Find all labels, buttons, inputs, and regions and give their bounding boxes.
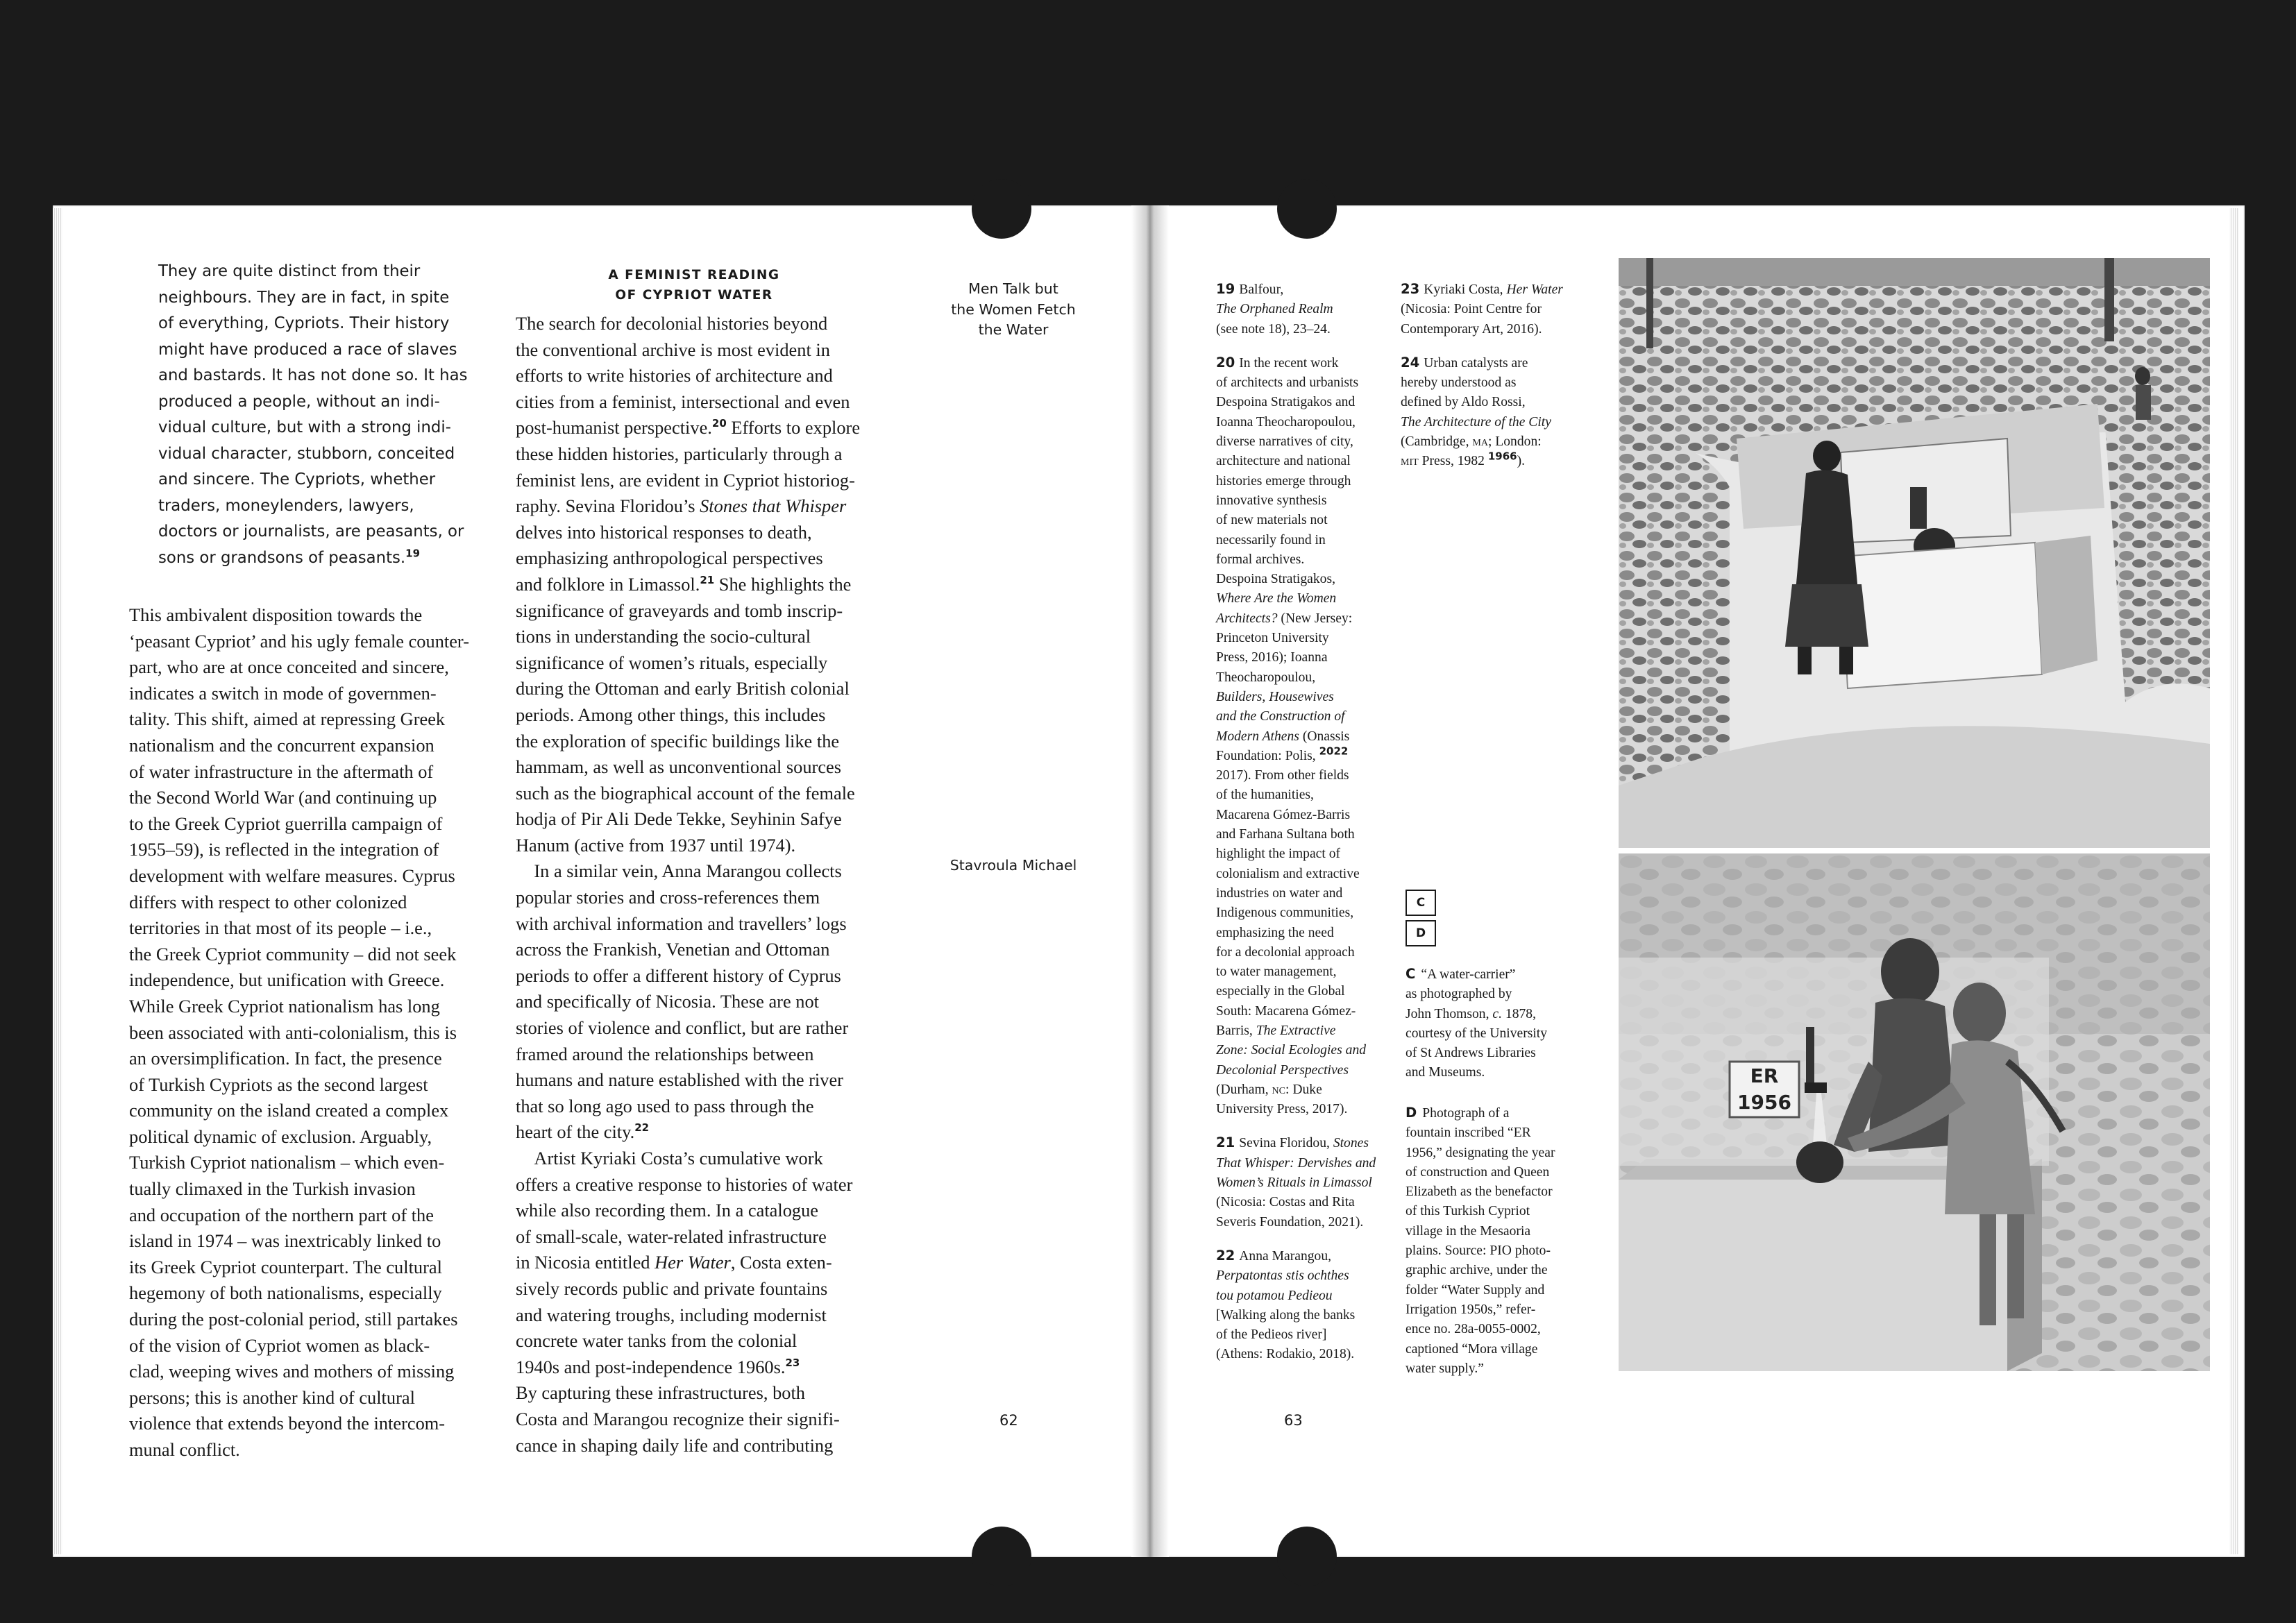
caption-d-label: D xyxy=(1406,1105,1417,1121)
running-title-wrap xyxy=(923,279,1104,341)
body-paragraph: The search for decolonial histories beyond the conventional archive is most evident in efforts to write histories of architecture and cities from a feminist, intersectional and even post-humanist perspective.$^{20}$ Efforts to explore these hidden histories, particularly through a feminist lens, are evident in Cypriot historiog- raphy. Sevina Floridou’s Stones that Whisper delves into historical responses to death, emphasizing anthropological perspectives and folklore in Limassol.$^{21}$ She highlights the significance of graveyards and tomb inscrip- tions in understanding the socio-cultural significance of women’s rituals, especially during the Ottoman and early British colonial periods. Among other things, this includes the exploration of specific buildings like the hammam, as well as unconventional sources such as the biographical account of the female hodja of Pir Ali Dede Tekke, Seyhinin Safye Hanum (active from 1937 until 1974). xyxy=(516,313,861,856)
footnote-number: 23 xyxy=(1401,281,1420,297)
body-paragraph: In a similar vein, Anna Marangou collects popular stories and cross-references them with archival information and travellers’ logs across the Frankish, Venetian and Ottoman periods to offer a different history of Cyprus and specifically of Nicosia. These are not stories of violence and conflict, but are rather framed around the relationships between humans and nature established with the river that so long ago used to pass through the heart of the city.$^{22}$ xyxy=(516,860,849,1143)
caption-c-text: “A water-carrier” as photographed by John Thomson, c. 1878, courtesy of the University of St Andrews Libraries and Museums. xyxy=(1406,967,1548,1080)
caption-c xyxy=(1406,965,1579,1083)
figure-label-c: C xyxy=(1406,890,1436,916)
caption-d xyxy=(1406,1103,1579,1379)
photo-fountain-er-1956 xyxy=(1619,853,2210,1371)
section-heading: A FEMINIST READING OF CYPRIOT WATER xyxy=(608,268,780,303)
page-edge-right xyxy=(2229,208,2239,1554)
footnote: 19 Balfour, The Orphaned Realm (see note 18), 23–24. xyxy=(1216,281,1333,337)
inscription-year: 1956 xyxy=(1737,1091,1791,1114)
footnote-number: 20 xyxy=(1216,354,1235,371)
page-number-left: 62 xyxy=(999,1412,1018,1429)
caption-c-label: C xyxy=(1406,966,1416,982)
photo-water-carrier xyxy=(1619,258,2210,848)
photo-c-illustration xyxy=(1619,258,2210,848)
footnote: 21 Sevina Floridou, Stones That Whisper: Dervishes and Women’s Rituals in Limassol (Nicosia: Costas and Rita Severis Foundation, 2021). xyxy=(1216,1135,1376,1230)
footnote-number: 22 xyxy=(1216,1247,1235,1264)
body-column-2 xyxy=(516,311,877,1459)
inscription-er: ER xyxy=(1750,1064,1779,1087)
page-number-right: 63 xyxy=(1284,1412,1303,1429)
notes-column-1 xyxy=(1216,280,1383,1379)
binding-notch xyxy=(972,1527,1031,1586)
footnote: 23 Kyriaki Costa, Her Water (Nicosia: Point Centre for Contemporary Art, 2016). xyxy=(1401,281,1563,337)
footnote: 24 Urban catalysts are hereby understood as defined by Aldo Rossi, The Architecture of the City (Cambridge, ma; London: mit Press, 1982 $^{1966}$). xyxy=(1401,354,1551,469)
epigraph xyxy=(158,259,519,571)
footnote-number: 24 xyxy=(1401,354,1420,371)
section-heading-wrap xyxy=(514,265,875,305)
caption-d-text: Photograph of a fountain inscribed “ER 1956,” designating the year of construction and Queen Elizabeth as the benefactor of this Turkish Cypriot village in the Mesaoria plains. Source: PIO photo- graphic archive, under the folder “Water Supply and Irrigation 1950s,” refer- ence no. 28a-0055-0002, captioned “Mora village water supply.” xyxy=(1406,1106,1555,1376)
photo-d-illustration xyxy=(1619,853,2210,1371)
body-paragraph: This ambivalent disposition towards the ‘peasant Cypriot’ and his ugly female counter- part, who are at once conceited and sincere, indicates a switch in mode of governmen- tality. This shift, aimed at repressing Greek nationalism and the concurrent expansion of water infrastructure in the aftermath of the Second World War (and continuing up to the Greek Cypriot guerrilla campaign of 1955–59), is reflected in the integration of development with welfare measures. Cyprus differs with respect to other colonized territories in that most of its people – i.e., the Greek Cypriot community – did not seek independence, but unification with Greece. While Greek Cypriot nationalism has long been associated with anti-colonialism, this is an oversimplification. In fact, the presence of Turkish Cypriots as the second largest community on the island created a complex political dynamic of exclusion. Arguably, Turkish Cypriot nationalism – which even- tually climaxed in the Turkish invasion and occupation of the northern part of the island in 1974 – was inextricably linked to its Greek Cypriot counterpart. The cultural hegemony of both nationalisms, especially during the post-colonial period, still partakes of the vision of Cypriot women as black- clad, weeping wives and mothers of missing persons; this is another kind of cultural violence that extends beyond the intercom- munal conflict. xyxy=(129,604,469,1460)
running-title: Men Talk but the Women Fetch the Water xyxy=(951,280,1076,338)
footnote-number: 19 xyxy=(1216,281,1235,297)
footnote: 22 Anna Marangou, Perpatontas stis ochthes tou potamou Pedieou [Walking along the banks of the Pedieos river] (Athens: Rodakio, 2018). xyxy=(1216,1247,1356,1362)
footnote-number: 21 xyxy=(1216,1135,1235,1151)
body-column-1 xyxy=(129,602,518,1463)
notes-column-2 xyxy=(1401,280,1574,486)
binding-notch xyxy=(972,179,1031,239)
figure-label-d: D xyxy=(1406,920,1436,946)
body-paragraph: Artist Kyriaki Costa’s cumulative work offers a creative response to histories of water while also recording them. In a catalogue of small-scale, water-related infrastructure in Nicosia entitled Her Water, Costa exten- sively records public and private fountains and watering troughs, including modernist concrete water tanks from the colonial 1940s and post-independence 1960s.$^{23}$ By capturing these infrastructures, both Costa and Marangou recognize their signifi- cance in shaping daily life and contributing xyxy=(516,1148,853,1456)
book-gutter xyxy=(1131,205,1169,1557)
author-name: Stavroula Michael xyxy=(949,857,1077,874)
author-wrap xyxy=(923,856,1104,876)
footnote: 20 In the recent work of architects and urbanists Despoina Stratigakos and Ioanna Theocharopoulou, diverse narratives of city, architecture and national histories emerge through innovative synthesis of new materials not necessarily found in formal archives. Despoina Stratigakos, Where Are the Women Architects? (New Jersey: Princeton University Press, 2016); Ioanna Theocharopoulou, Builders, Housewives and the Construction of Modern Athens (Onassis Foundation: Polis, $^{2022}$ 2017). From other fields of the humanities, Macarena Gómez-Barris and Farhana Sultana both highlight the impact of colonialism and extractive industries on water and Indigenous communities, emphasizing the need for a decolonial approach to water management, especially in the Global South: Macarena Gómez- Barris, The Extractive Zone: Social Ecologies and Decolonial Perspectives (Durham, nc: Duke University Press, 2017). xyxy=(1216,354,1367,1117)
page-edge-left xyxy=(53,208,62,1554)
binding-notch xyxy=(1277,1527,1337,1586)
epigraph-text: They are quite distinct from their neighbours. They are in fact, in spite of everything, Cypriots. Their history might have produced a race of slaves and bastards. It has not done so. It has produced a people, without an indi- vidual culture, but with a strong indi- vidual character, stubborn, conceited and sincere. The Cypriots, whether traders, moneylenders, lawyers, doctors or journalists, are peasants, or sons or grandsons of peasants.$^{19}$ xyxy=(158,262,468,567)
binding-notch xyxy=(1277,179,1337,239)
